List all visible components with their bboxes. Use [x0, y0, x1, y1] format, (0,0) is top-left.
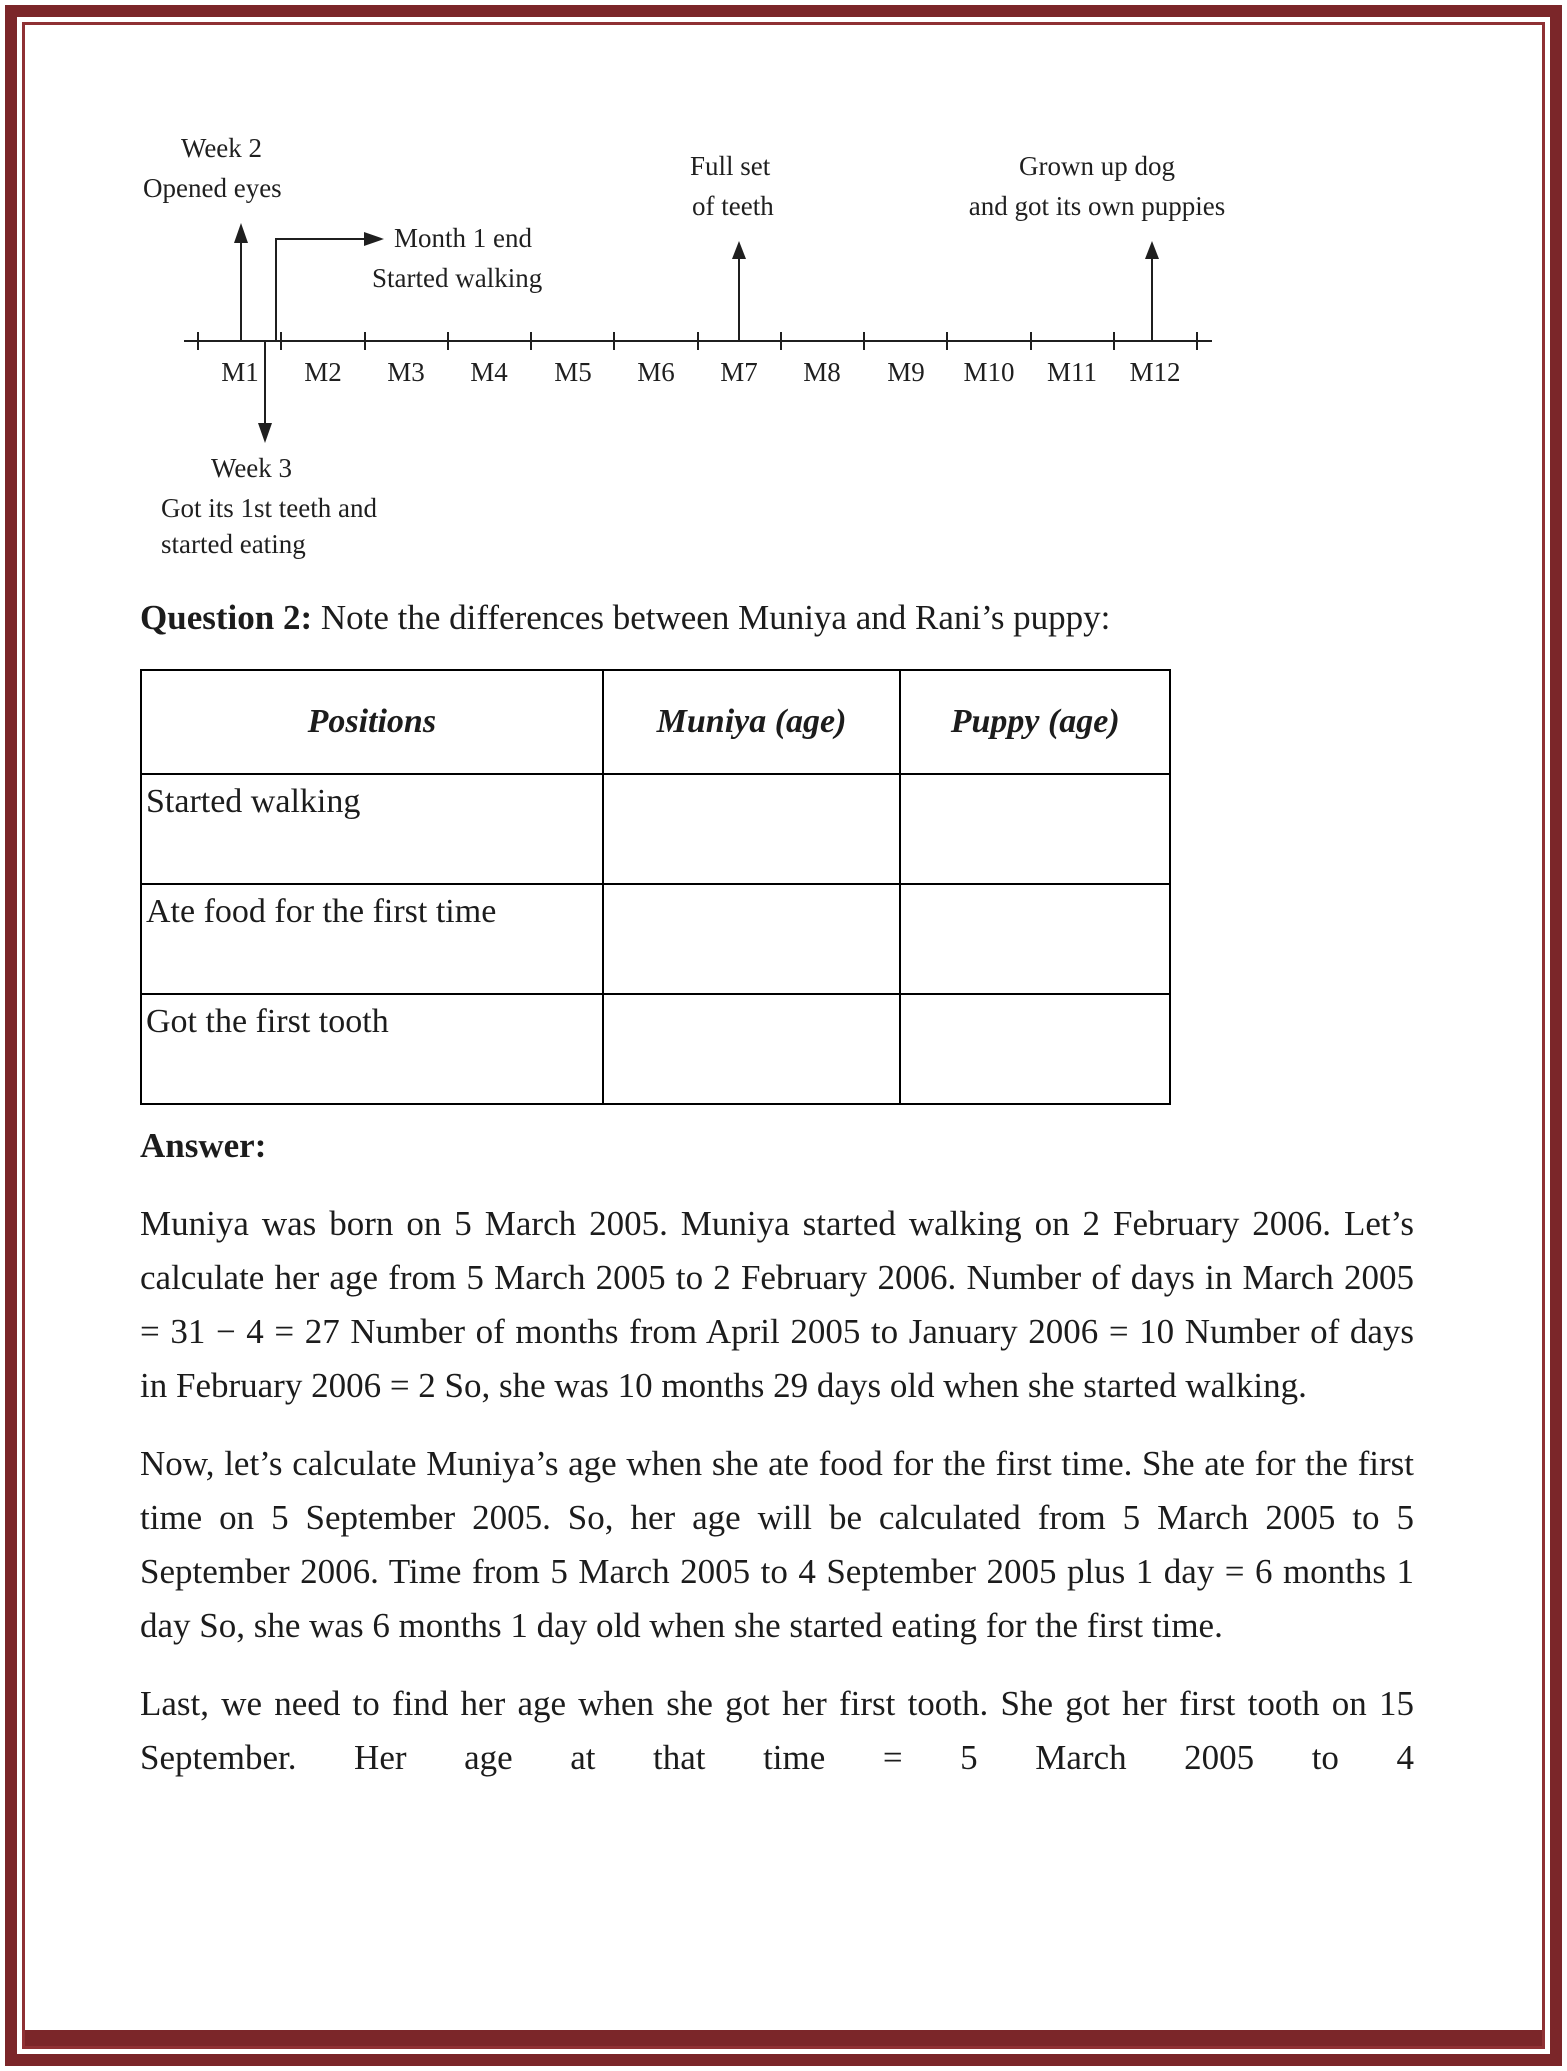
arrow-up-icon [732, 241, 746, 259]
arrow-up-icon [1145, 241, 1159, 259]
month-label: M6 [637, 357, 675, 387]
table-row [141, 774, 1170, 884]
page-inner-border [22, 22, 1545, 2049]
event-label: and got its own puppies [968, 191, 1226, 221]
differences-table [140, 669, 1171, 1105]
muniya-age-cell [603, 884, 901, 994]
month-label: M8 [803, 357, 841, 387]
muniya-age-cell [603, 774, 901, 884]
month-label: M11 [1046, 357, 1098, 387]
column-header-puppy-age: Puppy (age) [900, 670, 1170, 774]
arrow-line [276, 239, 366, 341]
column-header-positions: Positions [141, 670, 603, 774]
event-started-walking [276, 223, 542, 341]
month-label: M4 [470, 357, 508, 387]
month-label: M1 [221, 357, 259, 387]
answer-paragraph: Now, let’s calculate Muniya’s age when she ate food for the first time. She ate for the first time on 5 September 2005. So, her age will be calculated from 5 March 2005 to 5 September 2006. Time from 5 March 2005 to 4 September 2005 plus 1 day = 6 months 1 day So, she was 6 months 1 day old when she started eating for the first time. [140, 1444, 1414, 1645]
answer-label: Answer: [140, 1126, 267, 1165]
month-label: M3 [387, 357, 425, 387]
arrow-right-icon [364, 232, 384, 246]
position-cell: Started walking [141, 774, 603, 884]
position-cell: Got the first tooth [141, 994, 603, 1104]
event-label: started eating [161, 529, 306, 559]
event-opened-eyes [143, 133, 282, 341]
table-row [141, 884, 1170, 994]
question-label: Question 2: [140, 598, 313, 637]
event-label: Grown up dog [1019, 151, 1175, 181]
month-label: M7 [720, 357, 758, 387]
puppy-growth-timeline [132, 105, 1382, 573]
muniya-age-cell [603, 994, 901, 1104]
page-outer-border [5, 5, 1562, 2066]
puppy-age-cell [900, 994, 1170, 1104]
arrow-down-icon [258, 423, 272, 443]
question-line [140, 591, 1414, 645]
month-label: M9 [887, 357, 925, 387]
event-label: of teeth [692, 191, 774, 221]
event-full-set-of-teeth [690, 151, 774, 341]
month-label: M2 [304, 357, 342, 387]
event-label: Month 1 end [394, 223, 532, 253]
event-first-teeth [161, 341, 377, 559]
position-cell: Ate food for the first time [141, 884, 603, 994]
answer-paragraph: Muniya was born on 5 March 2005. Muniya started walking on 2 February 2006. Let’s calculate her age from 5 March 2005 to 2 February 2006. Number of days in March 2005 = 31 − 4 = 27 Number of months from April 2005 to January 2006 = 10 Number of days in February 2006 = 2 So, she was 10 months 29 days old when she started walking. [140, 1204, 1414, 1405]
event-label: Started walking [372, 263, 543, 293]
event-label: Got its 1st teeth and [161, 493, 377, 523]
column-header-muniya-age: Muniya (age) [603, 670, 901, 774]
event-label: Week 2 [181, 133, 263, 163]
puppy-age-cell [900, 884, 1170, 994]
month-label: M10 [963, 357, 1015, 387]
table-row [141, 994, 1170, 1104]
answer-paragraph: Last, we need to find her age when she got her first tooth. She got her first tooth on 15 September. Her age at that time = 5 March 2005 to 4 [140, 1684, 1414, 1777]
event-label: Week 3 [211, 453, 293, 483]
month-labels [221, 357, 1180, 387]
page-content [25, 105, 1542, 1785]
table-header-row [141, 670, 1170, 774]
puppy-age-cell [900, 774, 1170, 884]
question-text: Note the differences between Muniya and Rani’s puppy: [312, 598, 1111, 637]
month-label: M5 [554, 357, 592, 387]
arrow-up-icon [234, 223, 248, 243]
event-label: Full set [690, 151, 771, 181]
footer-bar [25, 2030, 1542, 2046]
month-label: M12 [1129, 357, 1181, 387]
event-grown-up-dog [969, 151, 1226, 341]
event-label: Opened eyes [143, 173, 282, 203]
